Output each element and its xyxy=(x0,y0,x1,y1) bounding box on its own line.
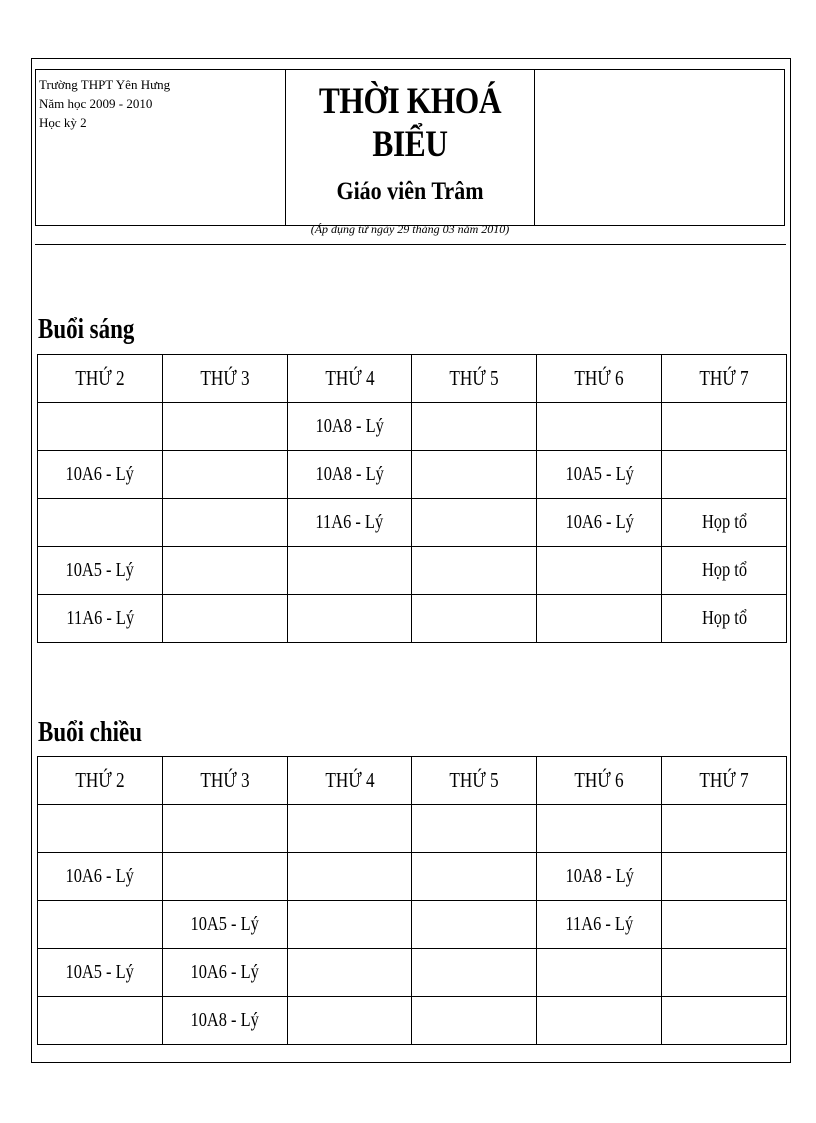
timetable-cell xyxy=(662,949,787,997)
timetable-cell xyxy=(38,451,163,499)
timetable-cell xyxy=(412,451,537,499)
timetable-cell xyxy=(537,451,662,499)
afternoon-label: Buổi chiều xyxy=(38,717,142,748)
table-row xyxy=(38,403,787,451)
timetable-cell xyxy=(537,997,662,1045)
timetable-cell xyxy=(537,805,662,853)
table-row xyxy=(38,451,787,499)
cell-text: Họp tổ xyxy=(701,607,747,629)
timetable-cell xyxy=(662,853,787,901)
timetable-cell xyxy=(287,901,412,949)
semester: Học kỳ 2 xyxy=(39,115,87,130)
timetable-cell xyxy=(162,403,287,451)
timetable-cell xyxy=(662,805,787,853)
day-header-label: THỨ 6 xyxy=(574,366,624,390)
timetable-cell xyxy=(662,595,787,643)
day-header-label: THỨ 3 xyxy=(200,366,250,390)
day-header xyxy=(38,355,163,403)
timetable-cell xyxy=(412,901,537,949)
timetable-cell xyxy=(537,901,662,949)
timetable-cell xyxy=(38,949,163,997)
divider xyxy=(35,244,786,245)
table-row xyxy=(38,595,787,643)
timetable-cell xyxy=(662,403,787,451)
day-header xyxy=(287,757,412,805)
header-box xyxy=(35,69,785,236)
table-row xyxy=(38,901,787,949)
cell-text: 11A6 - Lý xyxy=(66,607,134,629)
timetable-cell xyxy=(287,997,412,1045)
timetable-cell xyxy=(38,901,163,949)
page-title: THỜI KHOÁ BIỂU xyxy=(318,81,502,165)
teacher-name: Giáo viên Trâm xyxy=(336,178,484,205)
timetable-cell xyxy=(412,997,537,1045)
timetable-cell xyxy=(162,997,287,1045)
day-header-label: THỨ 2 xyxy=(75,366,125,390)
timetable-cell xyxy=(412,949,537,997)
day-header-label: THỨ 7 xyxy=(699,768,749,792)
timetable-cell xyxy=(162,949,287,997)
cell-text: 11A6 - Lý xyxy=(315,511,384,533)
table-row xyxy=(38,949,787,997)
cell-text: 10A5 - Lý xyxy=(65,559,135,581)
cell-text: 10A8 - Lý xyxy=(565,865,634,887)
cell-text: 10A6 - Lý xyxy=(65,865,135,887)
day-header xyxy=(287,355,412,403)
timetable-cell xyxy=(412,595,537,643)
timetable-cell xyxy=(162,853,287,901)
day-header xyxy=(662,355,787,403)
table-row xyxy=(38,547,787,595)
timetable-cell xyxy=(38,997,163,1045)
day-header xyxy=(537,757,662,805)
cell-text: 10A6 - Lý xyxy=(565,511,634,533)
timetable-cell xyxy=(162,805,287,853)
day-header xyxy=(38,757,163,805)
timetable-cell xyxy=(287,853,412,901)
cell-text: 10A8 - Lý xyxy=(315,463,384,485)
day-header-label: THỨ 4 xyxy=(324,768,375,792)
timetable-cell xyxy=(287,451,412,499)
afternoon-timetable xyxy=(37,756,787,1045)
timetable-cell xyxy=(162,901,287,949)
timetable-cell xyxy=(162,499,287,547)
day-header xyxy=(537,355,662,403)
timetable-cell xyxy=(287,547,412,595)
school-info xyxy=(36,70,286,225)
day-header xyxy=(162,757,287,805)
timetable-cell xyxy=(412,805,537,853)
timetable-cell xyxy=(287,949,412,997)
timetable-cell xyxy=(537,853,662,901)
table-row xyxy=(38,997,787,1045)
header-row xyxy=(38,757,787,805)
day-header-label: THỨ 3 xyxy=(200,768,250,792)
table-row xyxy=(38,805,787,853)
timetable-cell xyxy=(287,595,412,643)
cell-text: Họp tổ xyxy=(701,511,747,533)
timetable-cell xyxy=(537,547,662,595)
timetable-cell xyxy=(662,997,787,1045)
morning-timetable xyxy=(37,354,787,643)
timetable-cell xyxy=(287,403,412,451)
timetable-cell xyxy=(38,595,163,643)
timetable-cell xyxy=(537,403,662,451)
timetable-cell xyxy=(662,499,787,547)
timetable-cell xyxy=(162,547,287,595)
timetable-cell xyxy=(38,547,163,595)
timetable-cell xyxy=(38,499,163,547)
timetable-cell xyxy=(38,403,163,451)
cell-text: 10A6 - Lý xyxy=(65,463,135,485)
school-year: Năm học 2009 - 2010 xyxy=(39,96,153,111)
timetable-cell xyxy=(162,595,287,643)
cell-text: Họp tổ xyxy=(701,559,747,581)
timetable-cell xyxy=(662,547,787,595)
day-header-label: THỨ 2 xyxy=(75,768,125,792)
day-header-label: THỨ 5 xyxy=(449,366,500,390)
timetable-cell xyxy=(287,805,412,853)
timetable-cell xyxy=(162,451,287,499)
cell-text: 10A8 - Lý xyxy=(190,1009,259,1031)
timetable-cell xyxy=(38,805,163,853)
title-block xyxy=(286,70,535,236)
day-header xyxy=(412,355,537,403)
cell-text: 10A5 - Lý xyxy=(190,913,259,935)
timetable-cell xyxy=(537,499,662,547)
timetable-cell xyxy=(38,853,163,901)
day-header xyxy=(412,757,537,805)
morning-label: Buổi sáng xyxy=(38,314,135,345)
timetable-cell xyxy=(412,547,537,595)
cell-text: 10A5 - Lý xyxy=(65,961,135,983)
cell-text: 11A6 - Lý xyxy=(565,913,634,935)
timetable-cell xyxy=(412,853,537,901)
table-row xyxy=(38,853,787,901)
day-header-label: THỨ 7 xyxy=(699,366,749,390)
school-name: Trường THPT Yên Hưng xyxy=(39,77,171,92)
header-blank-cell xyxy=(535,70,784,225)
timetable-cell xyxy=(412,403,537,451)
day-header xyxy=(662,757,787,805)
effective-date: (Áp dụng từ ngày 29 tháng 03 năm 2010) xyxy=(310,222,510,236)
timetable-cell xyxy=(287,499,412,547)
cell-text: 10A5 - Lý xyxy=(565,463,634,485)
timetable-cell xyxy=(412,499,537,547)
day-header-label: THỨ 4 xyxy=(324,366,375,390)
timetable-cell xyxy=(537,595,662,643)
day-header-label: THỨ 5 xyxy=(449,768,500,792)
cell-text: 10A8 - Lý xyxy=(315,415,384,437)
timetable-cell xyxy=(537,949,662,997)
cell-text: 10A6 - Lý xyxy=(190,961,259,983)
day-header-label: THỨ 6 xyxy=(574,768,624,792)
day-header xyxy=(162,355,287,403)
header-row xyxy=(38,355,787,403)
timetable-cell xyxy=(662,451,787,499)
timetable-cell xyxy=(662,901,787,949)
table-row xyxy=(38,499,787,547)
